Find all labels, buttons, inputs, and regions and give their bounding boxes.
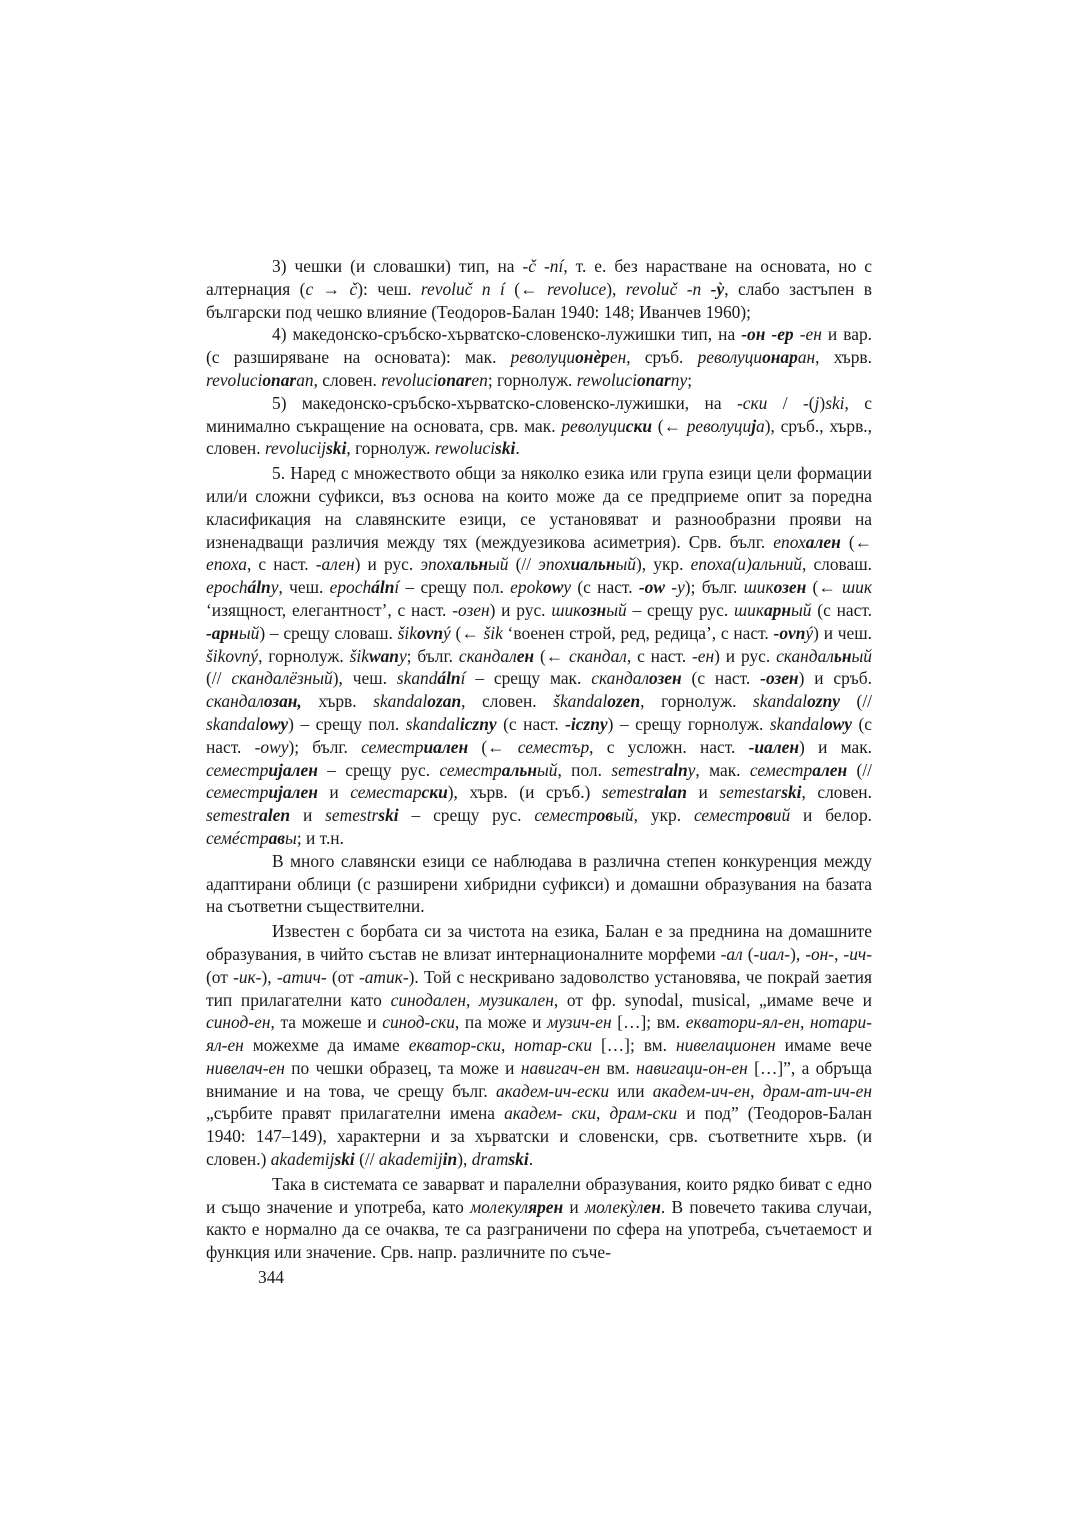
emphasized-term: -он- (805, 943, 835, 964)
emphasized-term: скандал (458, 645, 517, 666)
emphasized-term: -owy (254, 736, 289, 757)
emphasized-term: иальн (570, 554, 616, 575)
text-run: ) – срещу словаш. (259, 622, 398, 643)
text-run: (// (354, 1149, 379, 1170)
text-run: , (834, 943, 844, 964)
emphasized-term: skandal (769, 713, 824, 734)
emphasized-term: wan (368, 645, 399, 666)
emphasized-term: -атич- (276, 966, 327, 987)
text-run: (с наст. (496, 713, 566, 734)
emphasized-term: skandal (405, 713, 460, 734)
emphasized-term: -он -ер (741, 324, 794, 345)
emphasized-term: семестр (439, 759, 502, 780)
paragraph (206, 920, 872, 1171)
emphasized-term: -озен (760, 668, 799, 689)
text-run: , (500, 1035, 515, 1056)
paragraph (206, 462, 872, 850)
text-run: ‘изящност, елегантност’, с наст. (206, 599, 453, 620)
emphasized-term: -ен (799, 324, 822, 345)
text-run: (← (840, 531, 873, 552)
emphasized-term: онар (762, 347, 798, 368)
emphasized-term: -ски (736, 392, 768, 413)
emphasized-term: семестр (693, 805, 757, 826)
emphasized-term: ый (238, 622, 260, 643)
emphasized-term: revoluč -n (625, 278, 711, 299)
text-run: (← (504, 278, 547, 299)
emphasized-term: академ-ич-ески (495, 1080, 610, 1101)
emphasized-term: епох (773, 531, 806, 552)
emphasized-term: iczny (459, 713, 497, 734)
emphasized-term: alan (655, 782, 687, 803)
emphasized-term: альн (452, 554, 488, 575)
text-run: , па може и (454, 1012, 548, 1033)
emphasized-term: áln (371, 577, 395, 598)
text-run: (с наст. (811, 599, 872, 620)
text-run: или (609, 1080, 653, 1101)
text-run: Така в системата се заварват и паралелни образувания, които рядко биват с едно и също значение и употреба, като (206, 1173, 872, 1217)
text-run: ) и рус. (489, 599, 552, 620)
text-run: ; бълг. (406, 645, 459, 666)
emphasized-term: драм-ски (609, 1103, 678, 1124)
emphasized-term: skandal (373, 691, 428, 712)
emphasized-term: škandal (553, 691, 608, 712)
text-run: , слабо застъпен в български под чешко влияние (Теодоров-Балан 1940: 148; Иванчев 1960); (206, 278, 872, 322)
emphasized-term: -ow (638, 577, 665, 598)
emphasized-term: эпох (420, 554, 453, 575)
emphasized-term: а (756, 415, 765, 436)
text-run: и (563, 1196, 585, 1217)
emphasized-term: skand (396, 668, 438, 689)
emphasized-term: šikovný (206, 645, 259, 666)
emphasized-term: скандалёзный (231, 668, 333, 689)
emphasized-term: академ- ски (504, 1103, 597, 1124)
text-run: (от (206, 966, 234, 987)
emphasized-term: иален (423, 736, 469, 757)
emphasized-term: иј (268, 782, 283, 803)
emphasized-term: šik (397, 622, 417, 643)
emphasized-term: ski (781, 782, 802, 803)
emphasized-term: owy (823, 713, 852, 734)
emphasized-term: ален (282, 782, 318, 803)
emphasized-term: ен (609, 347, 627, 368)
text-run: (← (450, 622, 484, 643)
emphasized-term: альн (501, 759, 537, 780)
text-run: […]”, а обръща внимание и на това, че срещу бълг. (206, 1057, 872, 1101)
text-run: , от фр. synodal, musical, „имаме вече и (553, 989, 872, 1010)
emphasized-term: epoch (206, 577, 248, 598)
text-run: (// (206, 668, 232, 689)
emphasized-term: -озен (452, 599, 490, 620)
text-run: (// (508, 554, 539, 575)
emphasized-term: ален (805, 531, 841, 552)
emphasized-term: y (270, 577, 279, 598)
emphasized-term: ny (670, 369, 688, 390)
text-run: ): чеш. (357, 278, 421, 299)
emphasized-term: ý (443, 622, 451, 643)
text-run: (← (468, 736, 518, 757)
text-run: „сърбите правят прилагателни имена (206, 1103, 505, 1124)
emphasized-term: -ỳ (710, 278, 725, 299)
emphasized-term: ski (508, 1149, 529, 1170)
emphasized-term: en (471, 369, 488, 390)
emphasized-term: -иал- (753, 943, 791, 964)
emphasized-term: ый (615, 554, 636, 575)
emphasized-term: навигаци-он-ен (636, 1057, 748, 1078)
emphasized-term: rewoluci (434, 438, 496, 459)
emphasized-term: револуци (510, 347, 576, 368)
emphasized-term: скандал (591, 668, 650, 689)
emphasized-term: ьн (833, 645, 852, 666)
text-run: 4) македонско-сръбско-хърватско-словенско-лужишки тип, на (272, 324, 742, 345)
emphasized-term: скандал (776, 645, 834, 666)
emphasized-term: epok (510, 577, 544, 598)
text-run: можехме да имаме (243, 1035, 409, 1056)
emphasized-term: ozan (427, 691, 462, 712)
text-run: и под” (Теодоров-Балан 1940: 147–149), характерни и за хърватски и словенски, срв. съответните хърв. (и словен.) (206, 1103, 872, 1170)
text-run: ‘военен строй, ред, редица’, с наст. (502, 622, 774, 643)
emphasized-term: skandal (206, 713, 261, 734)
text-run: . (515, 438, 520, 459)
emphasized-term: ý (805, 622, 814, 643)
emphasized-term: onar (262, 369, 297, 390)
text-run: ; горнолуж. (487, 369, 577, 390)
emphasized-term: onar (437, 369, 472, 390)
paragraph (206, 255, 872, 323)
text-run: ) – срещу пол. (288, 713, 406, 734)
emphasized-term: озен (649, 668, 682, 689)
text-run: , с наст. (246, 554, 316, 575)
text-run: , горнолуж. (258, 645, 350, 666)
text-run: , (799, 1012, 810, 1033)
emphasized-term: ен (643, 1196, 661, 1217)
text-run: , с минимално съкращение на основата, срв. мак. (206, 392, 872, 436)
text-run: , горнолуж. (346, 438, 435, 459)
emphasized-term: ozen (607, 691, 641, 712)
text-run: (← (534, 645, 570, 666)
emphasized-term: нотар-ски (514, 1035, 593, 1056)
text-run: ), сръб., хърв., словен. (206, 415, 872, 459)
emphasized-term: ый (606, 599, 627, 620)
emphasized-term: an (296, 369, 314, 390)
text-run: ); бълг. (288, 736, 362, 757)
emphasized-term: семестр (206, 782, 269, 803)
emphasized-term: ярен (528, 1196, 564, 1217)
emphasized-term: семестр (534, 805, 597, 826)
emphasized-term: semestar (719, 782, 782, 803)
emphasized-term: ален (282, 759, 318, 780)
emphasized-term: ый (613, 805, 634, 826)
text-run: ), хърв. (и сръб.) (447, 782, 602, 803)
text-run: ), (457, 1149, 472, 1170)
emphasized-term: onar (636, 369, 671, 390)
emphasized-term: -атик- (358, 966, 409, 987)
emphasized-term: y (687, 759, 696, 780)
text-run: и вар. (с разширяване на основата): мак. (206, 324, 872, 368)
text-run: ) и чеш. (813, 622, 872, 643)
emphasized-term: ski (326, 438, 347, 459)
emphasized-term: семестр (361, 736, 424, 757)
emphasized-term: akademij (270, 1149, 335, 1170)
emphasized-term: ан (797, 347, 816, 368)
paragraph (206, 323, 872, 391)
emphasized-term: í (394, 577, 400, 598)
text-run: , словен. (313, 369, 382, 390)
emphasized-term: синодален (390, 989, 466, 1010)
text-run: по чешки образец, та може и (284, 1057, 521, 1078)
emphasized-term: -ален (315, 554, 355, 575)
text-run: ) и мак. (799, 736, 873, 757)
text-run: , с наст. (626, 645, 692, 666)
emphasized-term: иј (268, 759, 283, 780)
emphasized-term: owy (260, 713, 289, 734)
emphasized-term: rewoluci (576, 369, 637, 390)
emphasized-term: епоха (206, 554, 247, 575)
emphasized-term: áln (437, 668, 461, 689)
text-run: , чеш. (278, 577, 330, 598)
emphasized-term: скандал (569, 645, 627, 666)
text-run: , с усложн. наст. (589, 736, 749, 757)
text-run: имаме вече (775, 1035, 873, 1056)
emphasized-term: -č -ní (522, 256, 564, 276)
emphasized-term: ов (596, 805, 614, 826)
text-run: (с наст. (681, 668, 761, 689)
paragraph (206, 1173, 872, 1264)
emphasized-term: екватор-ски (408, 1035, 501, 1056)
emphasized-term: навигач-ен (520, 1057, 601, 1078)
emphasized-term: -ик- (233, 966, 262, 987)
text-run: вм. (600, 1057, 637, 1078)
emphasized-term: арн (763, 599, 792, 620)
emphasized-term: revoluce (546, 278, 607, 299)
emphasized-term: semestr (611, 759, 665, 780)
emphasized-term: нивелач-ен (206, 1057, 285, 1078)
emphasized-term: синод-ен (206, 1012, 271, 1033)
text-run: (с наст. (571, 577, 639, 598)
emphasized-term: semestr (206, 805, 260, 826)
emphasized-term: y (398, 645, 407, 666)
emphasized-term: ски (625, 415, 653, 436)
emphasized-term: ozny (807, 691, 840, 712)
text-run: (от (326, 966, 359, 987)
emphasized-term: in (442, 1149, 458, 1170)
emphasized-term: епоха(и)альний (690, 554, 802, 575)
emphasized-term: ski (495, 438, 516, 459)
text-run: , сръб. (626, 347, 698, 368)
emphasized-term: -iczny (565, 713, 608, 734)
emphasized-term: -иален (748, 736, 800, 757)
text-run: ), (261, 966, 277, 987)
text-run: и (686, 782, 720, 803)
emphasized-term: ален (812, 759, 848, 780)
emphasized-term: екватори-ял-ен (685, 1012, 800, 1033)
emphasized-term: šik (483, 622, 503, 643)
paragraph (206, 392, 872, 460)
text-run: и (290, 805, 326, 826)
emphasized-term: шик (842, 577, 873, 598)
emphasized-term: c → č (305, 278, 358, 299)
emphasized-term: скандал (206, 691, 264, 712)
text-run: , та можеше и (270, 1012, 383, 1033)
emphasized-term: ый (791, 599, 812, 620)
emphasized-term: револуци (697, 347, 763, 368)
text-run: – срещу рус. (398, 805, 535, 826)
emphasized-term: semestr (325, 805, 379, 826)
emphasized-term: ый (851, 645, 872, 666)
text-run: (// (847, 759, 872, 780)
emphasized-term: -ич- (843, 943, 872, 964)
text-run: (← (652, 415, 687, 436)
emphasized-term: aln (664, 759, 688, 780)
emphasized-term: -ovn (773, 622, 806, 643)
text-run: ; (687, 369, 693, 390)
text-run: ), (606, 278, 626, 299)
text-run: Известен с борбата си за чистота на езика, Балан е за преднина на домашните образувания, в чийто състав не влизат интернационалните морфеми (206, 921, 872, 964)
emphasized-term: револуци (561, 415, 626, 436)
text-run: , пол. (557, 759, 612, 780)
emphasized-term: молекул (470, 1196, 529, 1217)
emphasized-term: ски (421, 782, 448, 803)
emphasized-term: шик (743, 577, 774, 598)
emphasized-term: семестар (350, 782, 422, 803)
emphasized-term: молекỳл (584, 1196, 644, 1217)
emphasized-term: нивелационен (675, 1035, 776, 1056)
text-run: , (750, 1080, 763, 1101)
emphasized-term: семестър (517, 736, 590, 757)
emphasized-term: ов (756, 805, 773, 826)
emphasized-term: синод-ски (382, 1012, 455, 1033)
text-run: . В повечето такива случаи, както е нормално да се очаква, те са разграничени по сфера на употреба, съчетаемост и функция или значение. Срв. напр. различните по съче- (206, 1196, 872, 1263)
emphasized-term: семестр (749, 759, 813, 780)
text-run: ) (819, 392, 826, 413)
emphasized-term: озан, (263, 691, 302, 712)
text-run: , словен. (461, 691, 554, 712)
text-run: ) и сръб. (798, 668, 872, 689)
emphasized-term: j (814, 392, 820, 413)
text-run: (// (839, 691, 872, 712)
emphasized-term: ый (536, 759, 558, 780)
text-run: , словаш. (802, 554, 872, 575)
emphasized-term: музикален (479, 989, 554, 1010)
text-run: , т. е. без нарастване на основата, но с алтернация ( (206, 256, 872, 299)
text-run: […]; вм. (611, 1012, 686, 1033)
text-run: […]; вм. (592, 1035, 676, 1056)
paragraph (206, 850, 872, 918)
emphasized-term: драм-ат-ич-ен (762, 1080, 872, 1101)
emphasized-term: skandal (753, 691, 808, 712)
emphasized-term: í (460, 668, 466, 689)
emphasized-term: áln (247, 577, 271, 598)
emphasized-term: ј (751, 415, 757, 436)
text-run: – срещу рус. (626, 599, 734, 620)
text-run: (с наст. (206, 713, 872, 757)
emphasized-term: -ен (691, 645, 715, 666)
emphasized-term: семéстр (206, 827, 269, 848)
text-run: ( (742, 943, 754, 964)
page-number: 344 (258, 1267, 285, 1287)
text-run: и (317, 782, 351, 803)
text-run: (← (806, 577, 843, 598)
emphasized-term: семестр (206, 759, 269, 780)
text-run: , хърв. (815, 347, 872, 368)
text-run: – срещу пол. (399, 577, 511, 598)
text-run: ) и рус. (714, 645, 777, 666)
text-run: – срещу мак. (465, 668, 592, 689)
text-run: , (465, 989, 480, 1010)
text-run: 5) македонско-сръбско-хърватско-словенско-лужишки, на (272, 392, 737, 413)
text-run: ). Той с нескривано задоволство установява, че покрай заетия тип прилагателни като (206, 966, 872, 1010)
emphasized-term: revoluč n í (420, 278, 505, 299)
emphasized-term: y (563, 577, 572, 598)
text-run: ), (790, 943, 806, 964)
text-run: , мак. (695, 759, 750, 780)
emphasized-term: ен (516, 645, 535, 666)
text-run: , словен. (801, 782, 872, 803)
emphasized-term: revoluci (381, 369, 438, 390)
emphasized-term: онѐр (575, 347, 610, 368)
emphasized-term: revolucij (264, 438, 327, 459)
emphasized-term: -y (671, 577, 685, 598)
emphasized-term: semestr (601, 782, 656, 803)
text-run: хърв. (301, 691, 374, 712)
emphasized-term: ski (825, 392, 845, 413)
emphasized-term: нотари-ял-ен (206, 1012, 872, 1056)
emphasized-term: ы (285, 827, 297, 848)
emphasized-term: -ал (720, 943, 743, 964)
body-text (206, 255, 872, 1264)
emphasized-term: ovn (416, 622, 444, 643)
emphasized-term: шик (551, 599, 582, 620)
emphasized-term: ski (334, 1149, 355, 1170)
text-run: 3) чешки (и словашки) тип, на (272, 256, 523, 276)
text-run: ) и рус. (354, 554, 421, 575)
emphasized-term: озен (773, 577, 807, 598)
emphasized-term: -арн (206, 622, 239, 643)
emphasized-term: ый (487, 554, 509, 575)
emphasized-term: эпох (538, 554, 571, 575)
text-run: и белор. (790, 805, 872, 826)
emphasized-term: ow (543, 577, 564, 598)
text-run: , (596, 1103, 610, 1124)
emphasized-term: музич-ен (547, 1012, 612, 1033)
text-run: , горнолуж. (640, 691, 753, 712)
emphasized-term: šik (349, 645, 369, 666)
emphasized-term: ий (772, 805, 791, 826)
text-run: В много славянски езици се наблюдава в различна степен конкуренция между адаптирани облици (с разширени хибридни суфикси) и домашни образувания на базата на съответни съществителни. (206, 850, 872, 917)
text-run: ), укр. (636, 554, 691, 575)
emphasized-term: epoch (329, 577, 372, 598)
text-run: / -( (767, 392, 815, 413)
emphasized-term: шик (734, 599, 764, 620)
emphasized-term: dram (471, 1149, 509, 1170)
emphasized-term: ski (378, 805, 399, 826)
text-run: – срещу рус. (317, 759, 440, 780)
text-run: ); бълг. (684, 577, 744, 598)
text-run: ) – срещу горнолуж. (607, 713, 770, 734)
emphasized-term: револуци (686, 415, 752, 436)
emphasized-term: revoluci (206, 369, 263, 390)
text-run: 5. Наред с множеството общи за няколко езика или група езици цели формации или/и сложни суфикси, въз основа на които може да се предприеме опит за поредна класификация на славянските езици, се установяват и разнообразни прояви на изненадващи различия между тях (междуезикова асиметрия). Срв. бълг. (206, 463, 872, 552)
text-run: ; и т.н. (296, 827, 344, 848)
emphasized-term: alen (259, 805, 291, 826)
text-run: ), чеш. (332, 668, 397, 689)
emphasized-term: akademij (378, 1149, 443, 1170)
text-run: . (528, 1149, 534, 1170)
text-run: , укр. (633, 805, 694, 826)
emphasized-term: озн (581, 599, 607, 620)
emphasized-term: академ-ич-ен (652, 1080, 751, 1101)
emphasized-term: ав (268, 827, 286, 848)
